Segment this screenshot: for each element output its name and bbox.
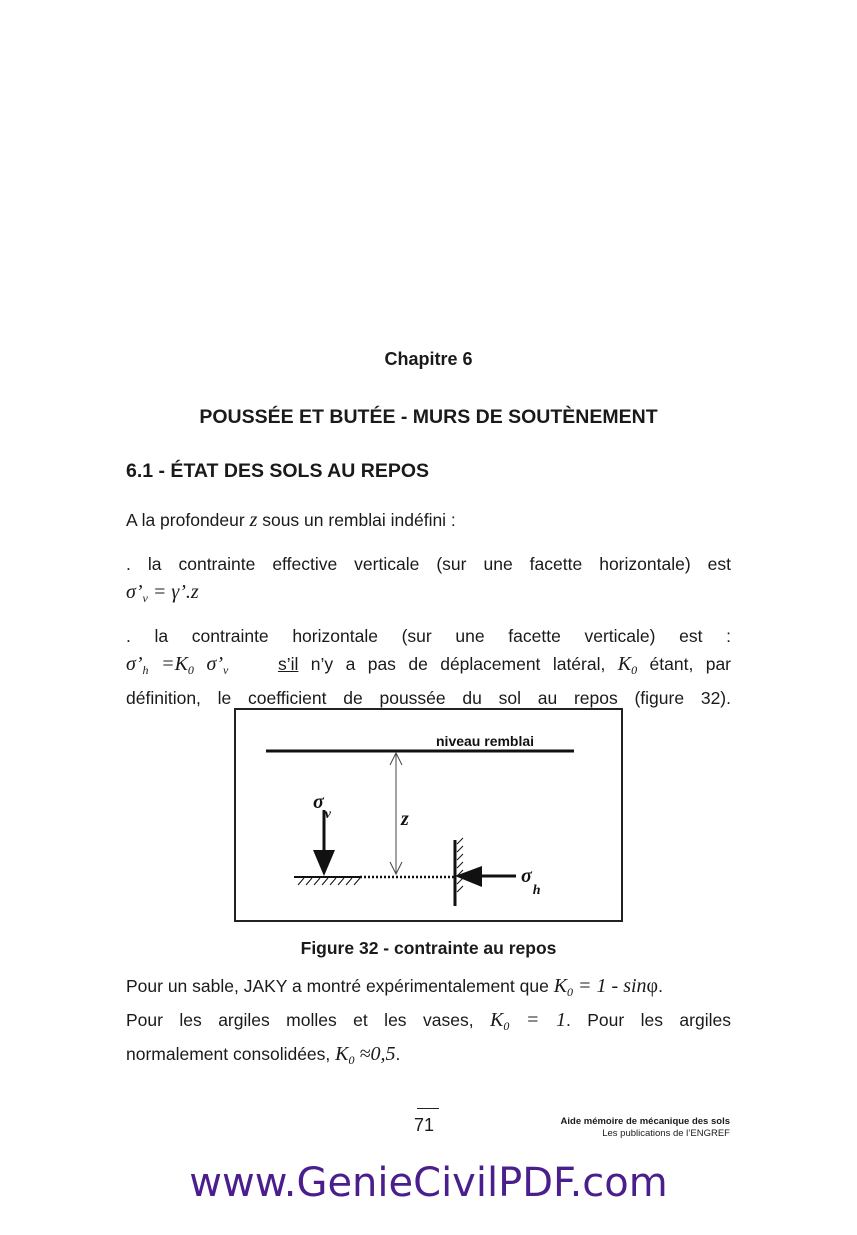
figure-32	[234, 708, 623, 922]
running-footer	[561, 1116, 730, 1140]
formula-vertical-stress: $\sigma’_v$ = γ’.z	[126, 581, 199, 605]
page-number: 71	[414, 1115, 435, 1135]
publisher: Les publications de l’ENGREF	[602, 1128, 730, 1139]
soil-hatching	[298, 878, 360, 885]
sigma-v-label: $\sigma_v$	[313, 791, 331, 822]
var-z: z	[249, 509, 258, 531]
horizontal-stress-arrow-head	[455, 866, 482, 887]
figure-caption: Figure 32 - contrainte au repos	[300, 938, 557, 958]
page-number-rule	[417, 1108, 439, 1109]
paragraph-k0-values: Pour un sable, JAKY a montré expérimentalement que $K_0 = 1 - \sin\varphi$. Pour les argiles molles et les vases, $K_0 = 1$. Pour les argiles normalement consolidées, $K_0 \approx 0,5$.	[126, 975, 731, 1067]
book-title: Aide mémoire de mécanique des sols	[560, 1116, 730, 1127]
paragraph-depth: A la profondeur z sous un remblai indéfini :	[126, 509, 456, 531]
chapter-title: POUSSÉE ET BUTÉE - MURS DE SOUTÈNEMENT	[199, 406, 658, 428]
fill-level-label: niveau remblai	[436, 733, 535, 749]
sigma-h-label: $\sigma_h$	[521, 865, 541, 898]
section-title: 6.1 - ÉTAT DES SOLS AU REPOS	[126, 460, 430, 482]
watermark-url[interactable]: www.GenieCivilPDF.com	[189, 1160, 668, 1206]
paragraph-vertical-stress: . la contrainte effective verticale (sur une facette horizontale) est $\sigma’_v$ = γ’.z	[126, 550, 731, 612]
depth-label: z	[401, 808, 409, 830]
paragraph-horizontal-stress: . la contrainte horizontale (sur une facette verticale) est : $\sigma’_h =K_0$ $\sigma’_v$ s’il n’y a pas de déplacement latéral, $K_0$ étant, par définition, le coefficient de poussée du sol au repos (figure 32).	[126, 626, 732, 708]
vertical-stress-arrow-head	[313, 850, 335, 876]
stress-diagram	[236, 710, 625, 924]
formula-horizontal-stress: $\sigma’_h =K_0$ $\sigma’_v$ s’il n’y a pas de déplacement latéral, $K_0$ étant, par	[126, 653, 732, 677]
chapter-label: Chapitre 6	[384, 349, 473, 369]
wall-hatching	[457, 838, 463, 892]
